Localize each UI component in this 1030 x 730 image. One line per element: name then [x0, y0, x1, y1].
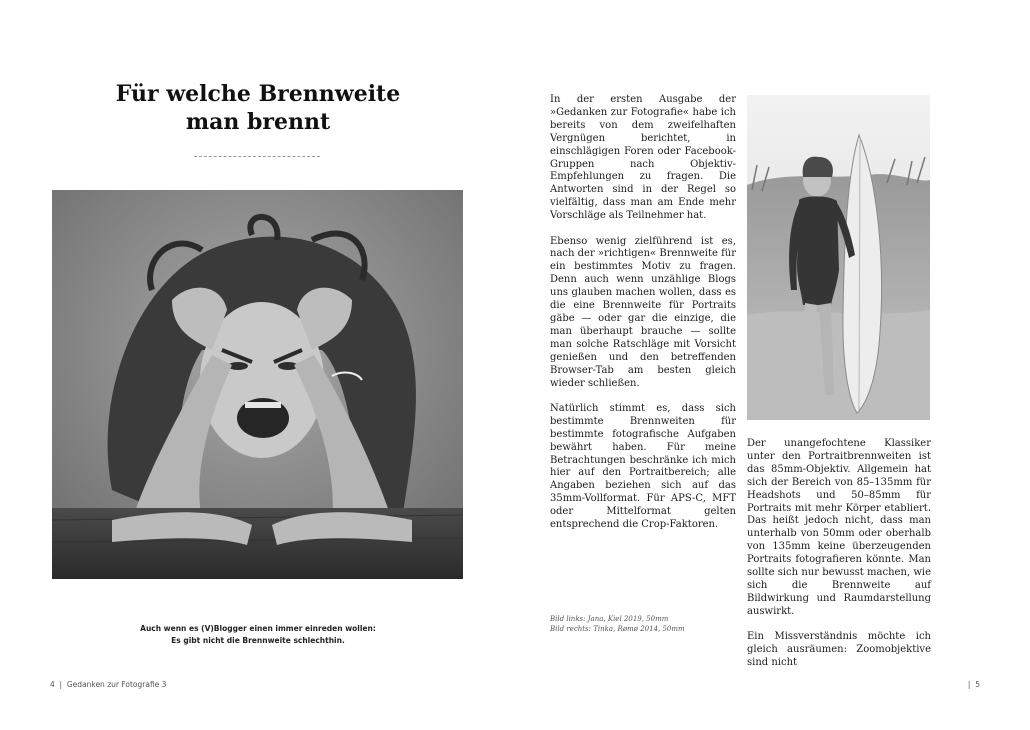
page-title [100, 80, 416, 136]
text-column-1 [550, 94, 736, 545]
caption-line-2: Es gibt nicht die Brennweite schlechthin. [171, 636, 345, 645]
text-column-2 [747, 438, 931, 682]
paragraph: In der ersten Ausgabe der »Gedanken zur Fotografie« habe ich bereits von dem zweifelhaften Vergnügen berichtet, in einschlägigen Foren oder Facebook-Gruppen nach Objektiv-Empfehlungen zu fragen. Die Antworten sind in der Regel so vielfältig, dass man am Ende mehr Vorschläge als Teilnehmer hat. [550, 94, 736, 222]
title-line-1: Für welche Brennweite [115, 81, 401, 107]
title-divider [194, 156, 320, 157]
caption-line-1: Auch wenn es (V)Blogger einen immer einreden wollen: [140, 624, 376, 633]
portrait-photo-left [52, 190, 463, 579]
portrait-photo-surfer-with-board-icon [747, 95, 930, 420]
paragraph: Ebenso wenig zielführend ist es, nach der »richtigen« Brennweite für ein bestimmtes Motiv zu fragen. Denn auch wenn unzählige Blogs uns glauben machen wollen, dass es die eine Brennweite für Portraits gäbe — oder gar die einzige, die man überhaupt brauche — sollte man solche Ratschläge mit Vorsicht genießen und den betreffenden Browser-Tab am besten gleich wieder schließen. [550, 235, 736, 389]
photo-credit-left: Bild links: Jana, Kiel 2019, 50mm [550, 615, 669, 623]
paragraph: Der unangefochtene Klassiker unter den Portraitbrennweiten ist das 85mm-Objektiv. Allgemein hat sich der Bereich von 85–135mm für Headshots und 50–85mm für Portraits mit mehr Körper etabliert. Das heißt jedoch nicht, dass man unterhalb von 50mm oder oberhalb von 135mm keine überzeugenden Portraits fotografieren könnte. Man sollte sich nur bewusst machen, wie sich die Brennweite auf Bildwirkung und Raumdarstellung auswirkt. [747, 438, 931, 617]
page-footer-right: | 5 [967, 680, 980, 689]
portrait-photo-right [747, 95, 930, 420]
portrait-photo-woman-screaming-icon [52, 190, 463, 579]
title-line-2: man brennt [185, 109, 331, 135]
photo-credit-right: Bild rechts: Tinka, Rømø 2014, 50mm [550, 625, 685, 633]
page-footer-left: 4 | Gedanken zur Fotografie 3 [50, 680, 167, 689]
photo-credits [550, 614, 736, 634]
photo-caption [100, 623, 416, 647]
paragraph: Ein Missverständnis möchte ich gleich ausräumen: Zoomobjektive sind nicht [747, 631, 931, 668]
paragraph: Natürlich stimmt es, dass sich bestimmte Brennweiten für bestimmte fotografische Aufgaben bewährt haben. Für meine Betrachtungen beschränke ich mich hier auf den Portraitbereich; alle Angaben beziehen sich auf das 35mm-Vollformat. Für APS-C, MFT oder Mittelformat gelten entsprechend die Crop-Faktoren. [550, 402, 736, 531]
right-page [515, 0, 1030, 730]
